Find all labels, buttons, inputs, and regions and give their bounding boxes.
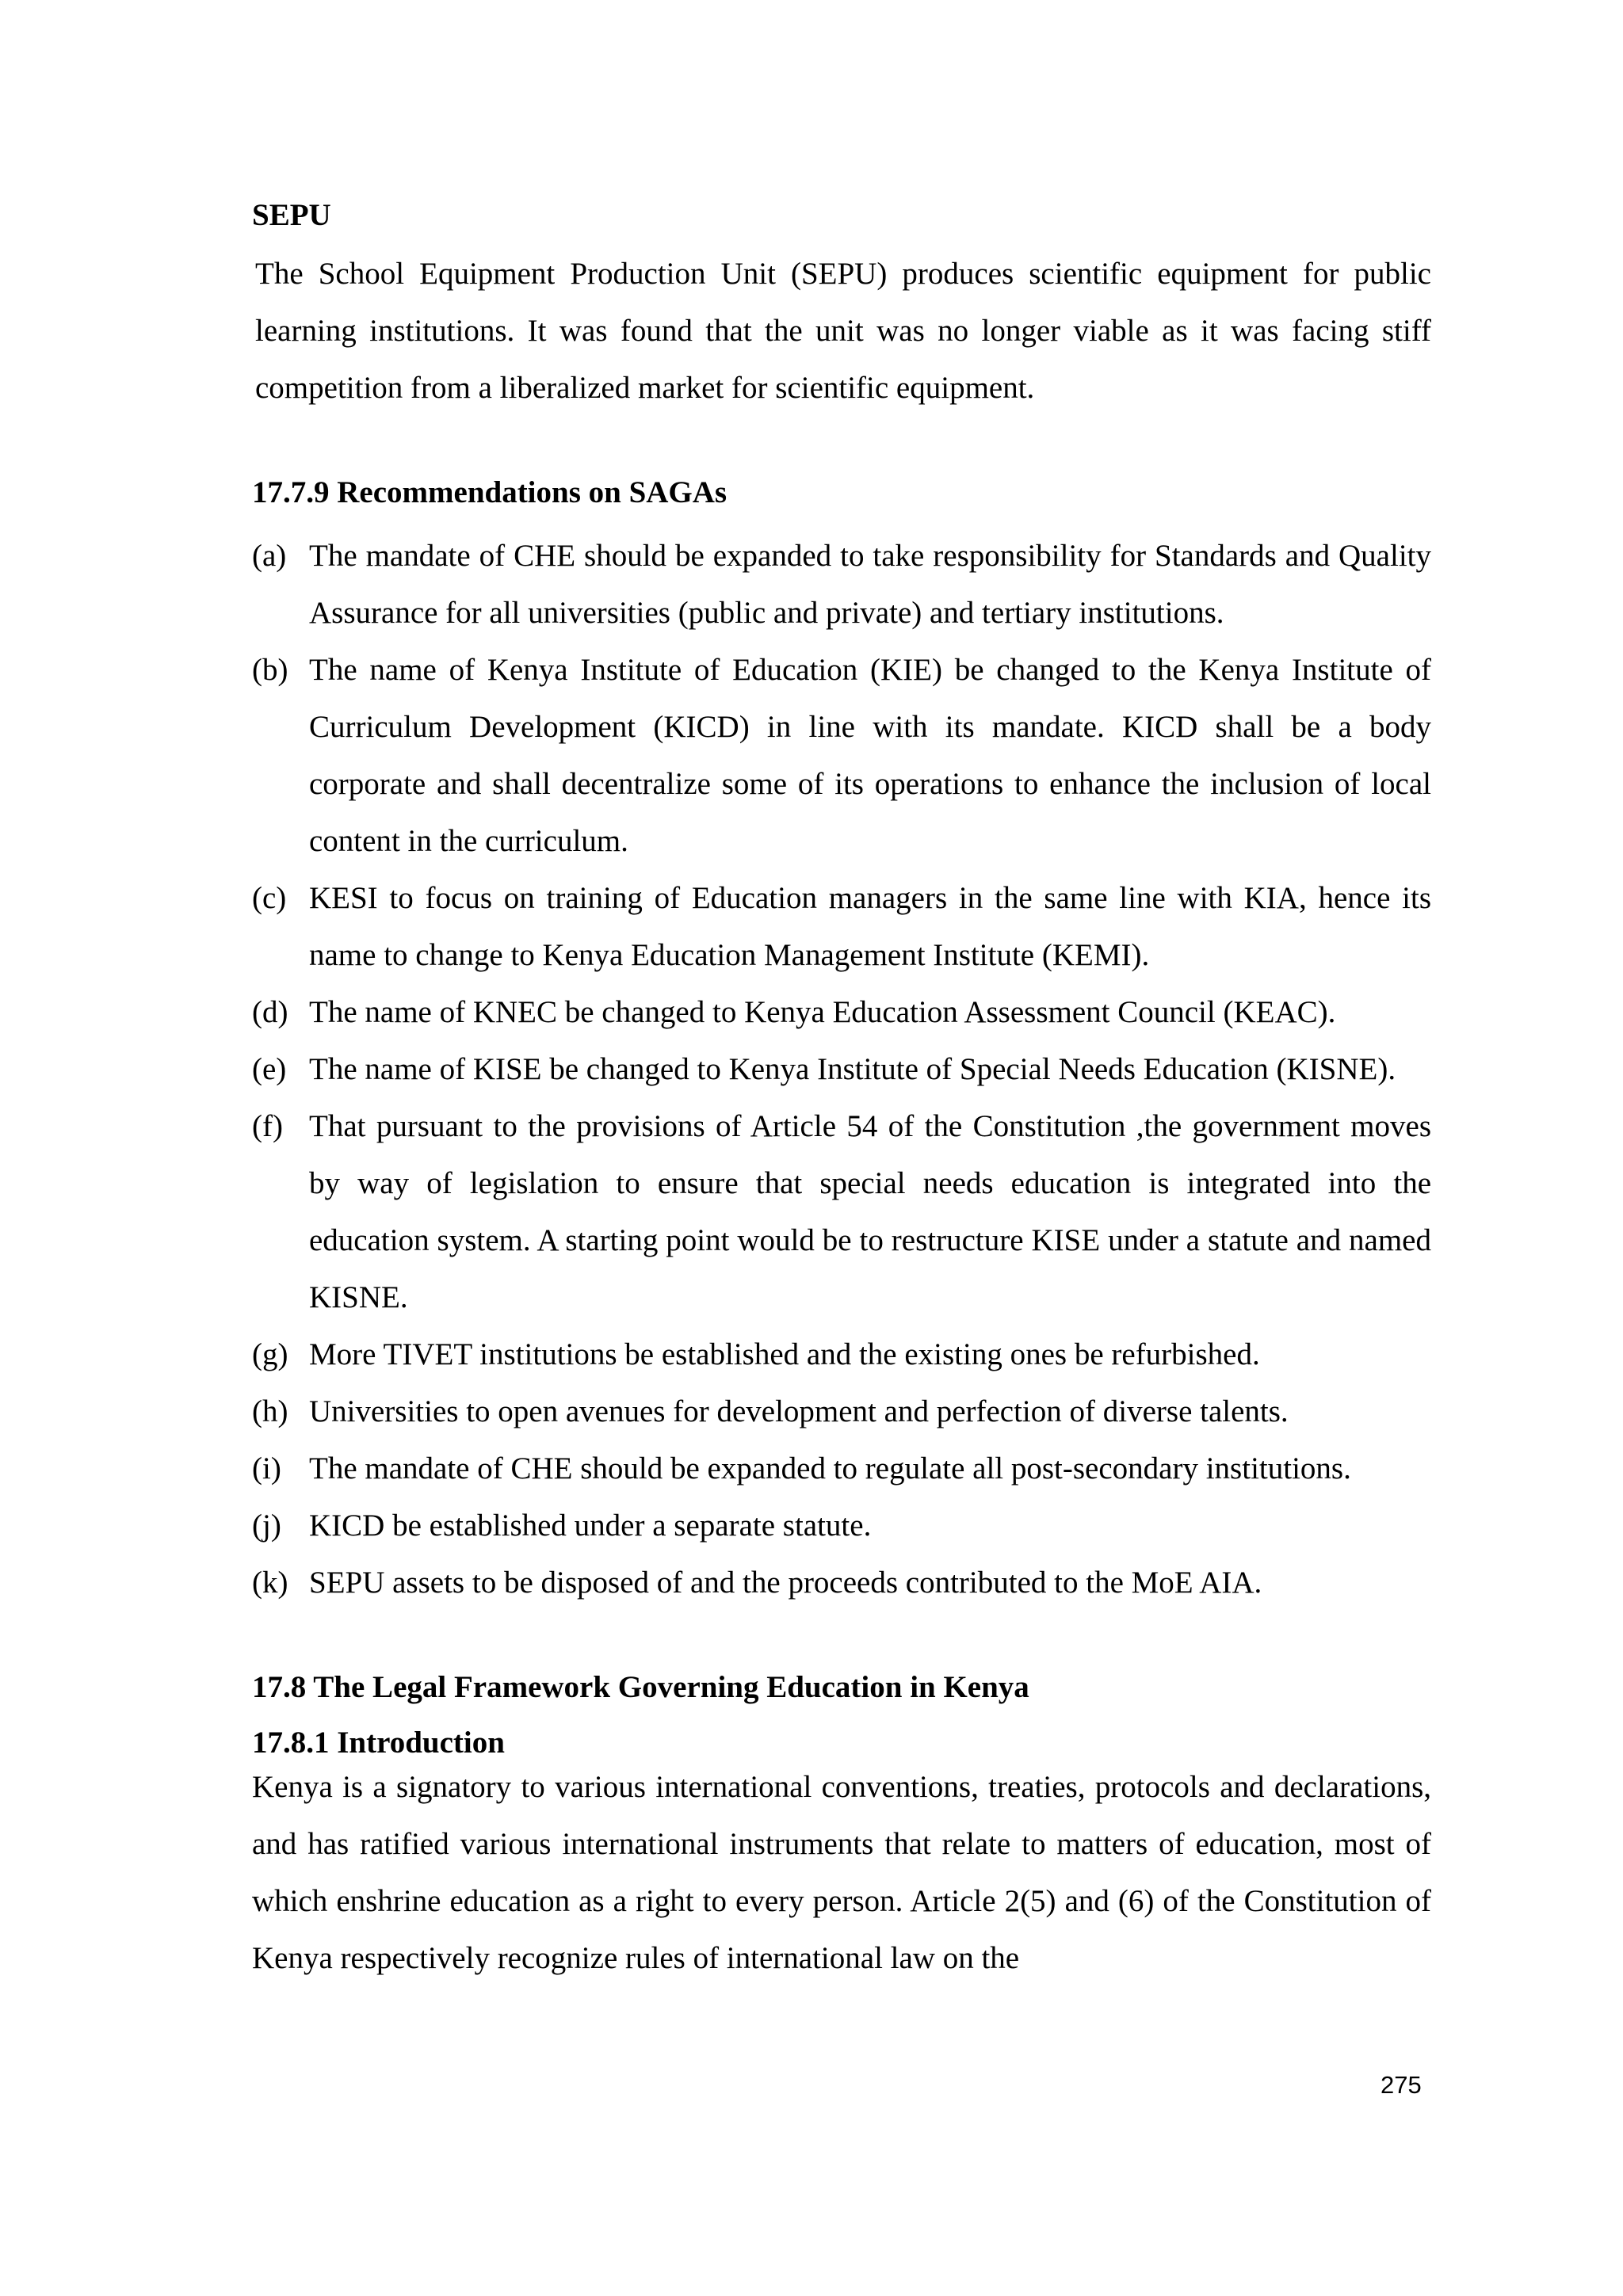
- recommendation-item: [252, 1554, 1431, 1611]
- legal-framework-heading: 17.8 The Legal Framework Governing Education in Kenya: [252, 1670, 1029, 1704]
- recommendation-item: [252, 1497, 1431, 1554]
- list-marker: (d): [252, 995, 288, 1029]
- recommendations-heading: 17.7.9 Recommendations on SAGAs: [252, 475, 727, 509]
- page-number: 275: [1381, 2071, 1422, 2099]
- recommendation-text: The name of KNEC be changed to Kenya Education Assessment Council (KEAC).: [309, 995, 1336, 1029]
- recommendation-text: Universities to open avenues for development and perfection of diverse talents.: [309, 1394, 1289, 1428]
- list-marker: (h): [252, 1394, 288, 1428]
- recommendation-item: [252, 642, 1431, 870]
- recommendation-item: [252, 984, 1431, 1041]
- recommendations-list: [252, 528, 1431, 1611]
- recommendation-item: [252, 1440, 1431, 1497]
- list-marker: (b): [252, 653, 288, 687]
- recommendation-text: The mandate of CHE should be expanded to take responsibility for Standards and Quality Assurance for all universities (public and private) and tertiary institutions.: [309, 539, 1431, 630]
- recommendation-item: [252, 870, 1431, 984]
- document-page: [252, 196, 1431, 1987]
- section-spacer: [252, 417, 1431, 474]
- list-marker: (a): [252, 539, 287, 573]
- recommendation-text: More TIVET institutions be established and the existing ones be refurbished.: [309, 1337, 1260, 1371]
- list-marker: (c): [252, 881, 287, 915]
- section-spacer: [252, 1611, 1431, 1669]
- recommendation-text: That pursuant to the provisions of Article 54 of the Constitution ,the government moves by way of legislation to ensure that special needs education is integrated into the education system. A starting point would be to restructure KISE under a statute and named KISNE.: [309, 1109, 1431, 1314]
- recommendation-item: [252, 528, 1431, 642]
- sepu-heading: SEPU: [252, 198, 331, 232]
- list-marker: (i): [252, 1451, 281, 1486]
- list-marker: (k): [252, 1566, 288, 1600]
- list-marker: (g): [252, 1337, 288, 1371]
- introduction-paragraph: Kenya is a signatory to various international conventions, treaties, protocols and declarations, and has ratified various international instruments that relate to matters of education, most of which enshrine education as a right to every person. Article 2(5) and (6) of the Constitution of Kenya respectively recognize rules of international law on the: [252, 1770, 1431, 1975]
- list-marker: (e): [252, 1052, 287, 1086]
- recommendation-item: [252, 1383, 1431, 1440]
- list-marker: (f): [252, 1109, 283, 1143]
- recommendation-text: KICD be established under a separate statute.: [309, 1508, 872, 1543]
- recommendation-text: The name of Kenya Institute of Education (KIE) be changed to the Kenya Institute of Curriculum Development (KICD) in line with its mandate. KICD shall be a body corporate and shall decentralize some of its operations to enhance the inclusion of local content in the curriculum.: [309, 653, 1431, 858]
- recommendation-text: The mandate of CHE should be expanded to regulate all post-secondary institutions.: [309, 1451, 1351, 1486]
- recommendation-text: KESI to focus on training of Education managers in the same line with KIA, hence its name to change to Kenya Education Management Institute (KEMI).: [309, 881, 1431, 972]
- introduction-heading: 17.8.1 Introduction: [252, 1726, 505, 1760]
- list-marker: (j): [252, 1508, 281, 1543]
- recommendation-text: The name of KISE be changed to Kenya Institute of Special Needs Education (KISNE).: [309, 1052, 1396, 1086]
- recommendation-item: [252, 1326, 1431, 1383]
- recommendation-item: [252, 1098, 1431, 1326]
- recommendation-item: [252, 1041, 1431, 1098]
- recommendation-text: SEPU assets to be disposed of and the proceeds contributed to the MoE AIA.: [309, 1566, 1262, 1600]
- sepu-paragraph: The School Equipment Production Unit (SEPU) produces scientific equipment for public learning institutions. It was found that the unit was no longer viable as it was facing stiff competition from a liberalized market for scientific equipment.: [255, 257, 1431, 405]
